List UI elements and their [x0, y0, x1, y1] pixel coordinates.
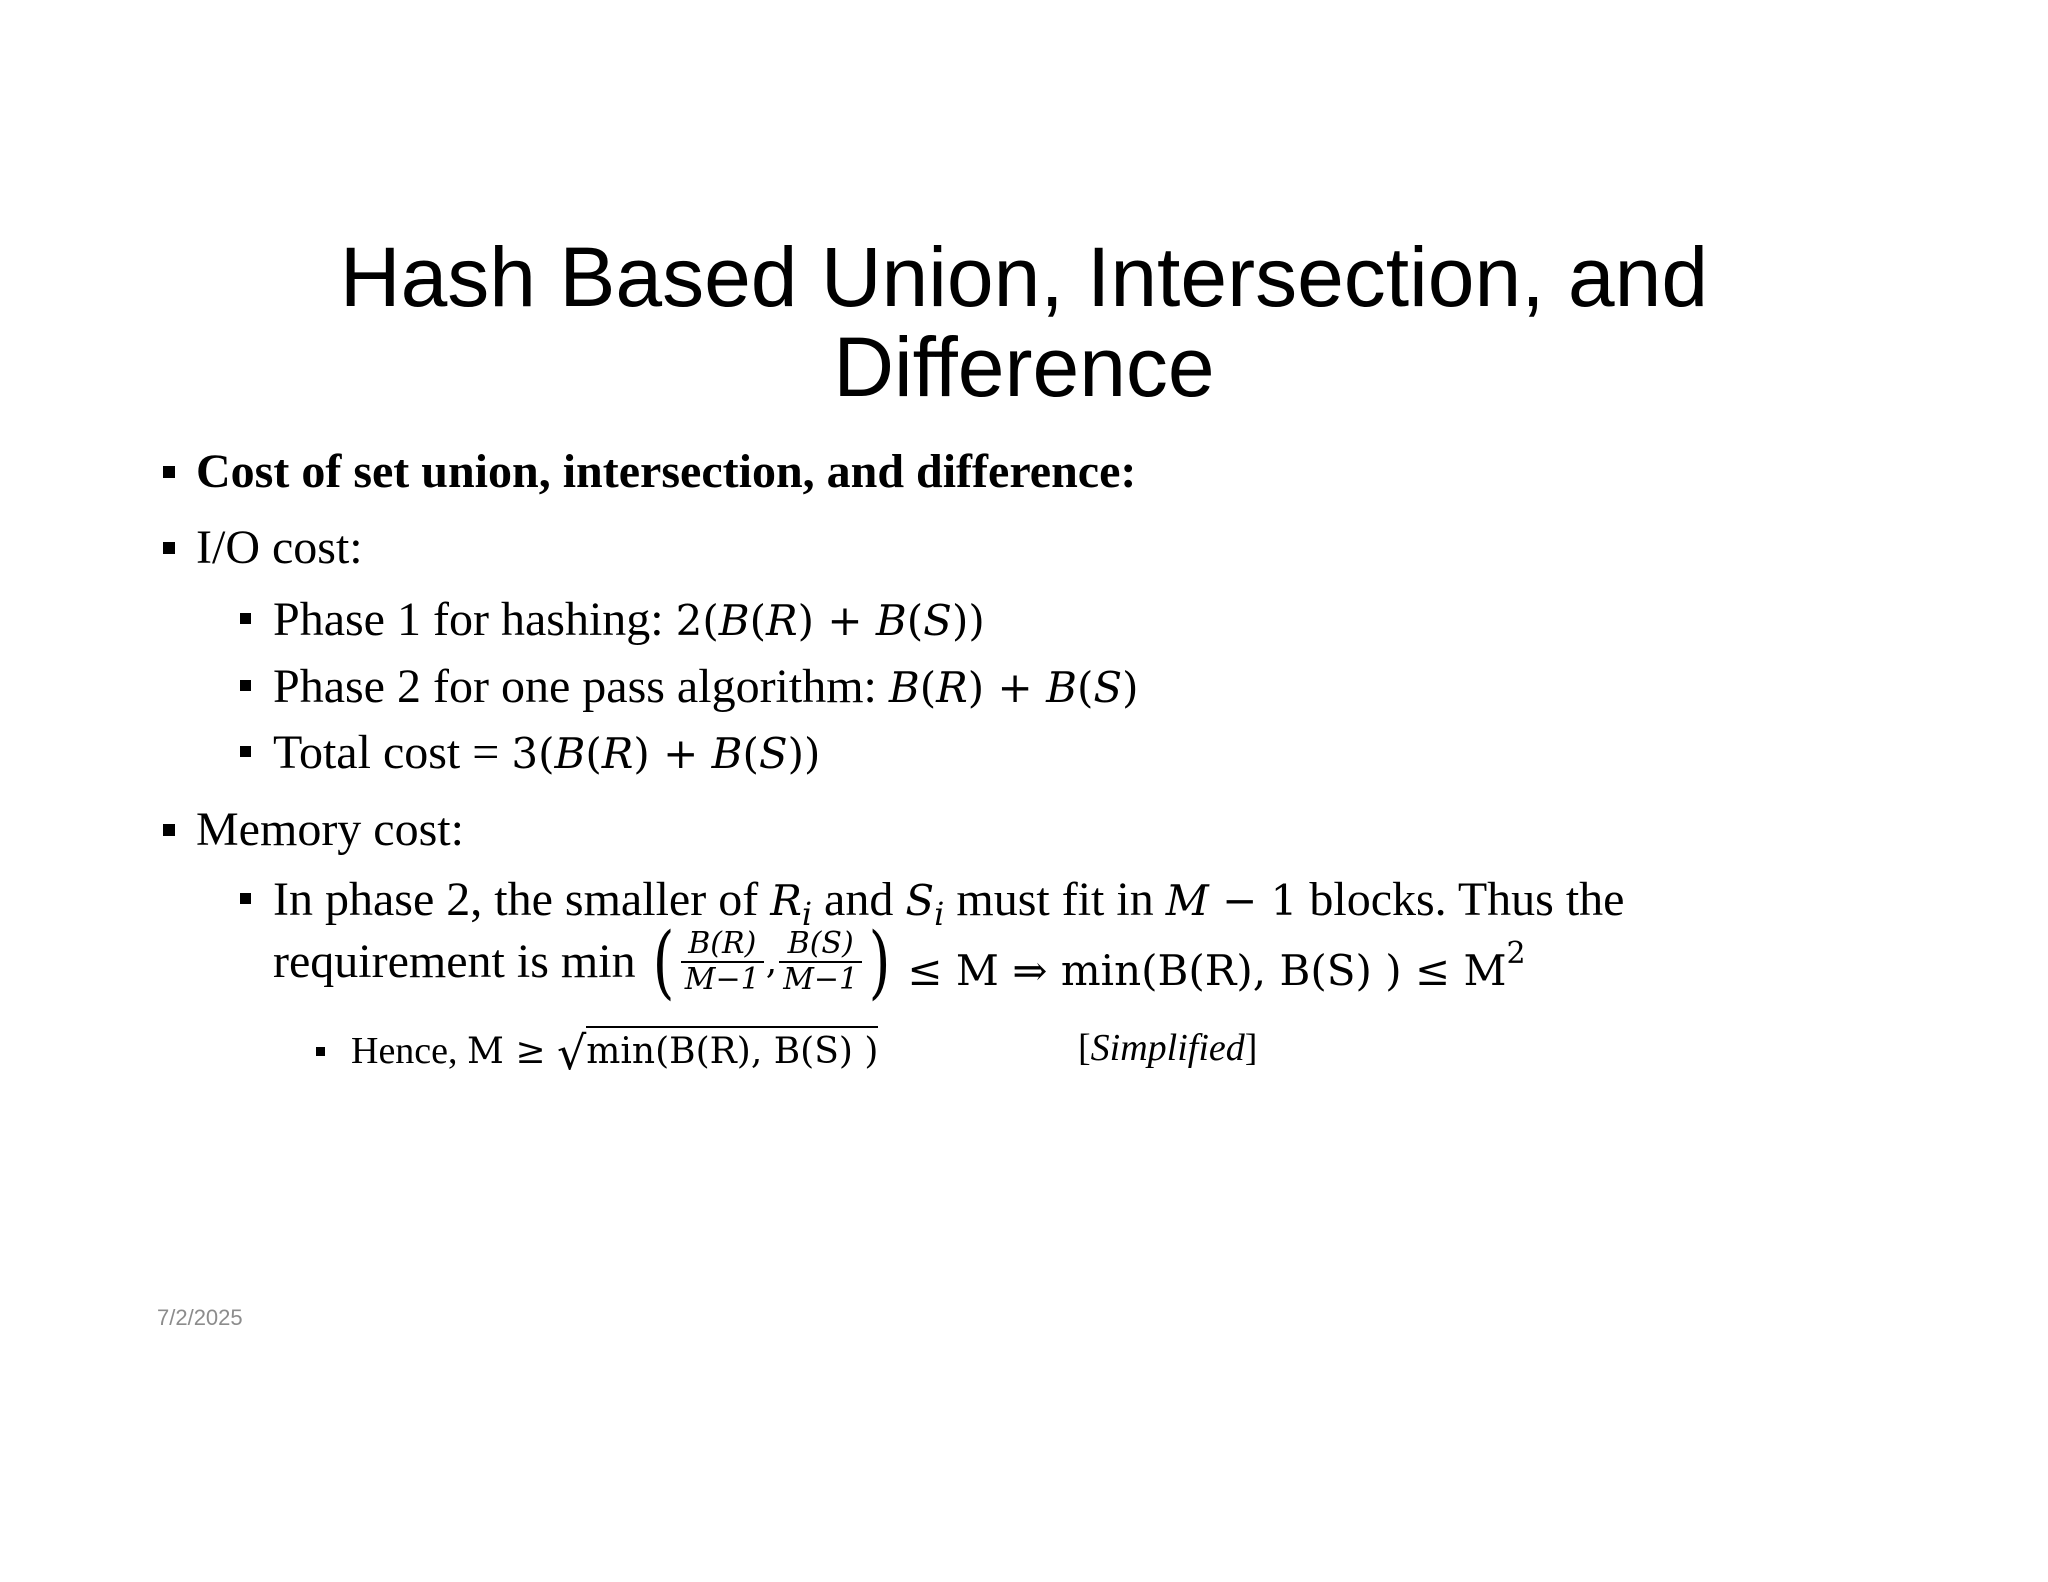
phase1-formula: 2(B(R) + B(S))	[675, 596, 985, 645]
s-i-symbol: $S_i$	[905, 876, 945, 933]
phase2-memory-line2: requirement is min ( $\frac{B(R)}{M-1}$ , $\frac{B(S)}{M-1}$ ) ≤ M ⇒ min(B(R), B(S) ) ≤ $M^2$	[273, 915, 1526, 1008]
bullet-square-icon	[316, 1047, 325, 1056]
bullet-square-icon	[240, 613, 251, 624]
phase1-item	[273, 592, 985, 649]
bullet-square-icon	[163, 824, 175, 836]
phase2-memory-text-b: and	[812, 873, 906, 926]
fraction-br: $\frac{B(R)}{M-1}$	[681, 927, 764, 997]
phase2-memory-text-c: must fit in	[944, 873, 1166, 926]
slide-title	[0, 232, 2048, 412]
phase2-item	[273, 659, 1139, 716]
bullet-square-icon	[240, 893, 251, 904]
phase2-memory-text-a: In phase 2, the smaller of	[273, 873, 771, 926]
cost-heading	[196, 444, 1136, 500]
phase2-memory-text-d: blocks. Thus the	[1297, 873, 1625, 926]
memory-cost-label	[196, 802, 464, 858]
simplified-note: [Simplified]	[1078, 1027, 1258, 1069]
right-paren: )	[868, 915, 891, 1008]
m-minus-1: M − 1	[1165, 876, 1298, 925]
phase2-formula: B(R) + B(S)	[888, 663, 1139, 712]
requirement-inequality: ≤ M ⇒ min(B(R), B(S) ) ≤ $M^2$	[907, 935, 1526, 995]
r-i-symbol: $R_i$	[770, 876, 813, 933]
slide-title-line2: Difference	[833, 320, 1215, 414]
cost-heading-text: Cost of set union, intersection, and difference:	[196, 445, 1137, 498]
footer-date: 7/2/2025	[157, 1305, 243, 1330]
simplified-text: Simplified	[1090, 1027, 1245, 1069]
bullet-square-icon	[163, 466, 175, 478]
bullet-square-icon	[163, 542, 175, 554]
io-cost-label	[196, 520, 363, 576]
bullet-square-icon	[240, 746, 251, 757]
total-cost-label: Total cost =	[273, 726, 512, 779]
left-paren: (	[652, 915, 675, 1008]
fraction-bs: $\frac{B(S)}{M-1}$	[779, 927, 862, 997]
slide-title-line1: Hash Based Union, Intersection, and	[339, 230, 1709, 324]
io-cost-text: I/O cost:	[196, 521, 363, 574]
requirement-label: requirement is min	[273, 935, 636, 988]
hence-m-geq: M ≥	[467, 1031, 557, 1072]
phase1-label: Phase 1 for hashing:	[273, 593, 676, 646]
hence-label: Hence,	[351, 1030, 468, 1072]
hence-item	[351, 1026, 879, 1080]
memory-cost-text: Memory cost:	[196, 803, 464, 856]
phase2-label: Phase 2 for one pass algorithm:	[273, 660, 889, 713]
total-cost-formula: 3(B(R) + B(S))	[511, 729, 821, 778]
bullet-square-icon	[240, 680, 251, 691]
sqrt-expression: √min(B(R), B(S) )	[556, 1026, 879, 1080]
total-cost-item	[273, 725, 820, 782]
